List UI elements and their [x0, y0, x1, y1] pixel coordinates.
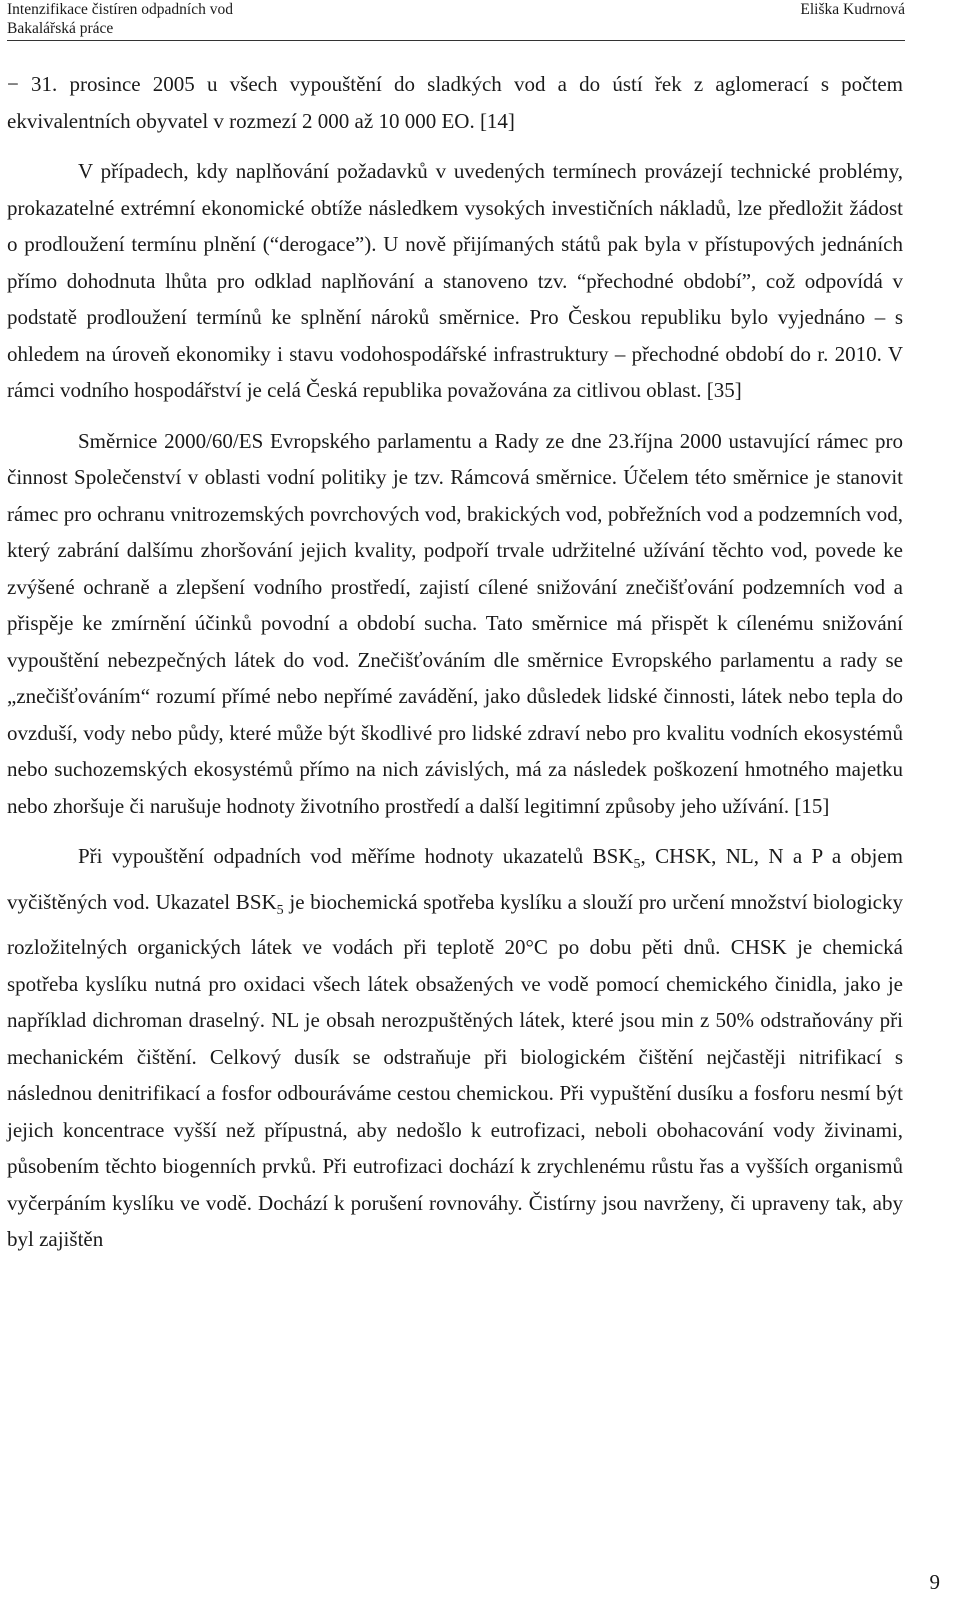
- paragraph-framework-directive: Směrnice 2000/60/ES Evropského parlamentu a Rady ze dne 23.října 2000 ustavující rámec pro činnost Společenství v oblasti vodní politiky je tzv. Rámcová směrnice. Účelem této směrnice je stanovit rámec pro ochranu vnitrozemských povrchových vod, brakických vod, pobřežních vod a podzemních vod, který zabrání dalšímu zhoršování jejich kvality, podpoří trvale udržitelné užívání těchto vod, povede ke zvýšené ochraně a zlepšení vodního prostředí, zajistí cílené snižování znečišťování podzemních vod a přispěje ke zmírnění účinků povodní a období sucha. Tato směrnice má přispět k cílenému snižování vypouštění nebezpečných látek do vod. Znečišťováním dle směrnice Evropského parlamentu a rady se „znečišťováním“ rozumí přímé nebo nepřímé zavádění, jako důsledek lidské činnosti, látek nebo tepla do ovzduší, vody nebo půdy, které může být škodlivé pro lidské zdraví nebo pro kvalitu vodních ekosystémů nebo suchozemských ekosystémů přímo na nich závislých, má za následek poškození hmotného majetku nebo zhoršuje či narušuje hodnoty životního prostředí a další legitimní způsoby jeho užívání. [15]: [7, 428, 903, 818]
- page-header: [7, 0, 905, 41]
- header-thesis-type: Bakalářská práce: [7, 20, 114, 37]
- bsk-subscript-1: 5: [633, 857, 641, 873]
- page-number: 9: [929, 1570, 940, 1594]
- paragraph-indicators: [7, 838, 903, 1258]
- header-thesis-title: Intenzifikace čistíren odpadních vod: [7, 1, 233, 18]
- paragraph-derogation: V případech, kdy naplňování požadavků v uvedených termínech provázejí technické problémy, prokazatelné extrémní ekonomické obtíže následkem vysokých investičních nákladů, lze předložit žádost o prodloužení termínu plnění (“derogace”). U nově přijímaných států pak byla v přístupových jednáních přímo dohodnuta lhůta pro odklad naplňování a stanoveno tzv. “přechodné období”, což odpovídá v podstatě prodloužení termínů ke splnění nároků směrnice. Pro Českou republiku bylo vyjednáno – s ohledem na úroveň ekonomiky i stavu vodohospodářské infrastruktury – přechodné období do r. 2010. V rámci vodního hospodářství je celá Česká republika považována za citlivou oblast. [35]: [7, 159, 903, 402]
- header-left: [7, 0, 233, 38]
- document-body: [7, 66, 903, 1258]
- header-author: Eliška Kudrnová: [800, 1, 905, 18]
- paragraph-deadline-item: − 31. prosince 2005 u všech vypouštění do sladkých vod a do ústí řek z aglomerací s počtem ekvivalentních obyvatel v rozmezí 2 000 až 10 000 EO. [14]: [7, 72, 903, 133]
- indicators-text-b: , CHSK, NL, N a P a objem vyčištěných vod. Ukazatel BSK: [7, 844, 903, 914]
- indicators-text-c: je biochemická spotřeba kyslíku a slouží pro určení množství biologicky rozložitelných organických látek ve vodách při teplotě 20°C po dobu pěti dnů. CHSK je chemická spotřeba kyslíku nutná pro oxidaci všech látek obsažených ve vodě pomocí chemického činidla, jako je například dichroman draselný. NL je obsah nerozpuštěných látek, které jsou min z 50% odstraňovány při mechanickém čištění. Celkový dusík se odstraňuje při biologickém čištění nejčastěji nitrifikací s následnou denitrifikací a fosfor odbouráváme cestou chemickou. Při vypuštění dusíku a fosforu nesmí být jejich koncentrace vyšší než přípustná, aby nedošlo k eutrofizaci, neboli obohacování vody živinami, působením těchto biogenních prvků. Při eutrofizaci dochází k zrychlenému růstu řas a vyšších organismů vyčerpáním kyslíku ve vodě. Dochází k porušení rovnováhy. Čistírny jsou navrženy, či upraveny tak, aby byl zajištěn: [7, 889, 903, 1252]
- bsk-subscript-2: 5: [276, 902, 284, 918]
- indicators-text-a: Při vypouštění odpadních vod měříme hodnoty ukazatelů BSK: [78, 844, 634, 868]
